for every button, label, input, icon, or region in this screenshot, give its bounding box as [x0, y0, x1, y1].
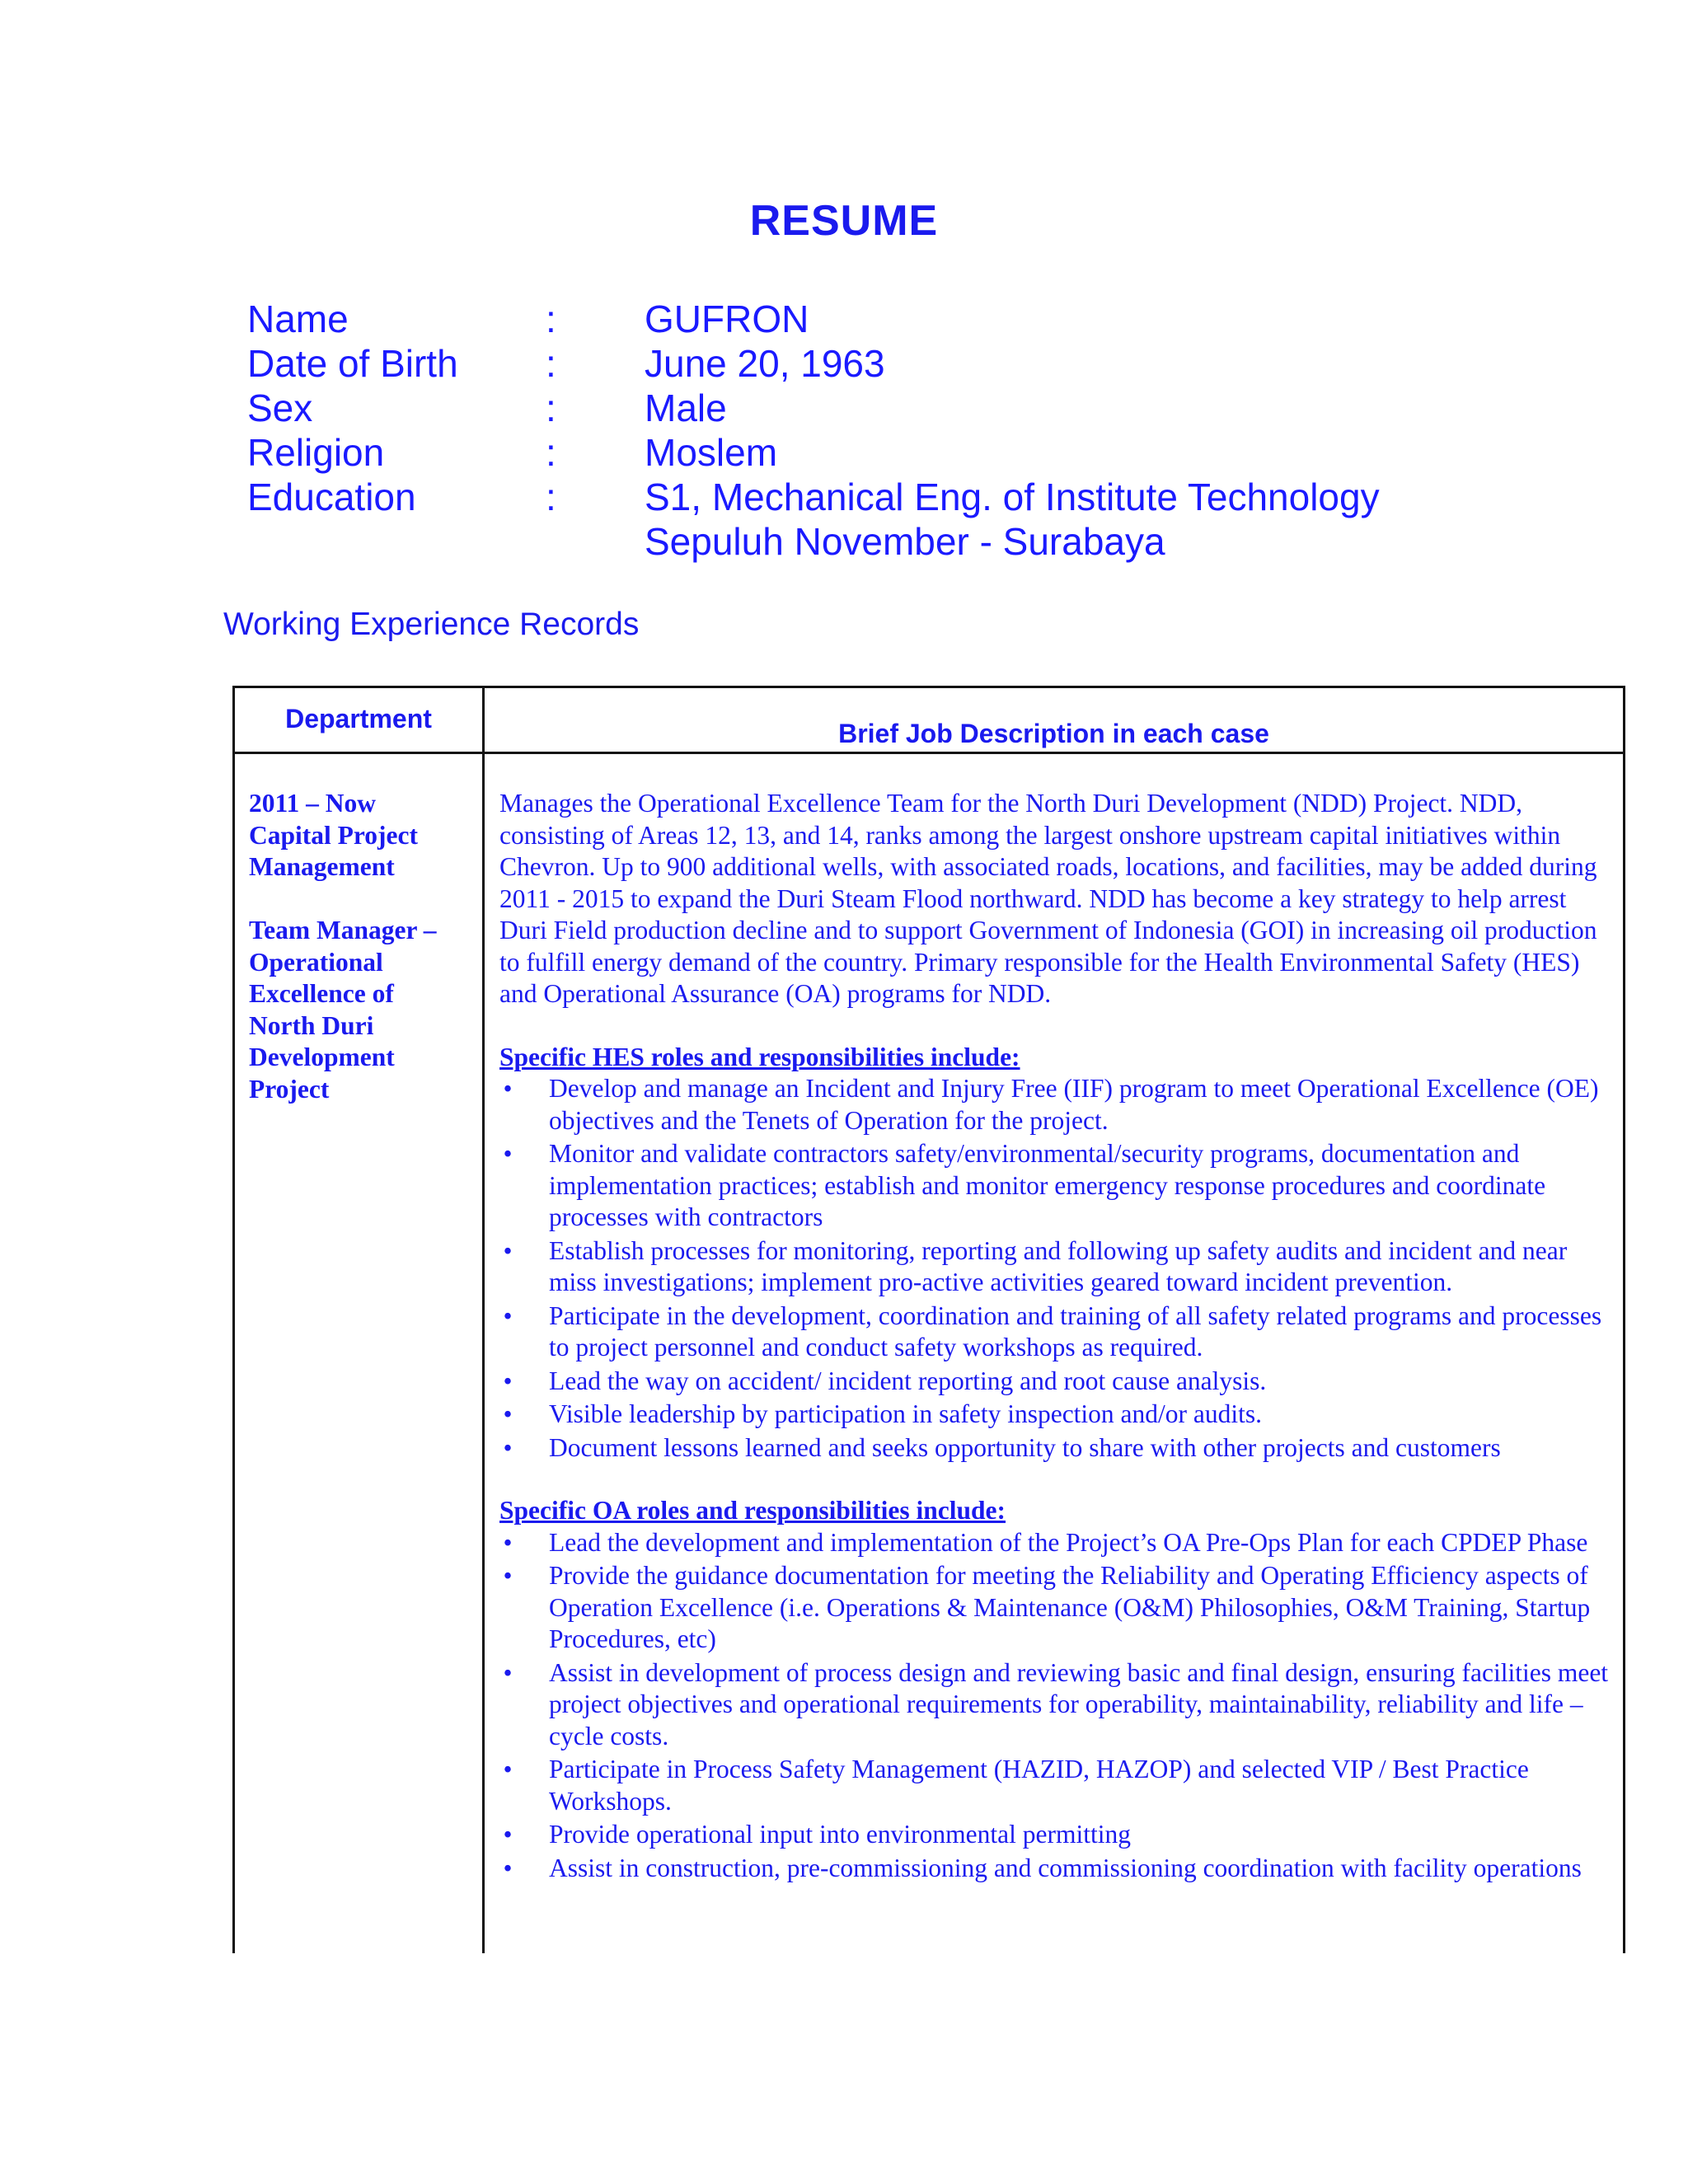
list-item [499, 1754, 1612, 1817]
list-item-text: Lead the development and implementation of the Project’s OA Pre-Ops Plan for each CPDEP Phase [549, 1527, 1588, 1557]
personal-label: Religion [247, 431, 385, 474]
personal-colon: : [546, 431, 556, 474]
list-item [499, 1657, 1612, 1753]
list-item [499, 1527, 1612, 1559]
department-role: Excellence of [249, 979, 394, 1008]
list-item [499, 1560, 1612, 1656]
bullet-icon: • [503, 1235, 513, 1265]
bullet-icon: • [503, 1074, 513, 1103]
personal-value: Sepuluh November - Surabaya [645, 520, 1165, 563]
hes-heading: Specific HES roles and responsibilities include: [499, 1042, 1020, 1071]
header-description: Brief Job Description in each case [838, 719, 1269, 748]
personal-row-date-of-birth [247, 341, 1484, 386]
personal-label: Education [247, 476, 416, 518]
personal-row-religion [247, 430, 1484, 475]
personal-row-education-cont [247, 519, 1484, 564]
bullet-icon: • [503, 1657, 513, 1687]
department-role: North Duri [249, 1010, 374, 1040]
personal-info [247, 297, 1484, 564]
list-item-text: Participate in Process Safety Management (HAZID, HAZOP) and selected VIP / Best Practice Workshops. [549, 1755, 1529, 1816]
bullet-icon: • [503, 1432, 513, 1462]
bullet-icon: • [503, 1755, 513, 1783]
header-department: Department [285, 704, 432, 733]
personal-label: Sex [247, 387, 313, 429]
bullet-icon: • [503, 1853, 513, 1882]
bullet-icon: • [503, 1301, 513, 1330]
list-item-text: Provide the guidance documentation for meeting the Reliability and Operating Efficiency aspects of Operation Excellence (i.e. Operations & Maintenance (O&M) Philosophies, O&M Training, Startup Procedures, etc) [549, 1561, 1591, 1653]
table-border-header [232, 752, 1625, 754]
list-item-text: Participate in the development, coordination and training of all safety related programs and processes to project personnel and conduct safety workshops as required. [549, 1301, 1602, 1361]
list-item-text: Assist in development of process design and reviewing basic and final design, ensuring facilities meet project objectives and operational requirements for operability, maintainability, reliability and life –cycle costs. [549, 1657, 1609, 1750]
personal-value: June 20, 1963 [645, 342, 885, 385]
department-role: Team Manager – [249, 916, 437, 944]
department-period: 2011 – Now [249, 789, 377, 818]
section-title: Working Experience Records [223, 607, 640, 642]
bullet-icon: • [503, 1366, 513, 1395]
list-item [499, 1366, 1612, 1398]
bullet-icon: • [503, 1561, 513, 1590]
table-border-top [232, 686, 1625, 688]
department-role: Operational [249, 947, 383, 977]
personal-row-name [247, 297, 1484, 341]
department-role: Project [249, 1074, 330, 1104]
personal-value: Moslem [645, 431, 778, 474]
personal-value: Male [645, 387, 727, 429]
bullet-icon: • [503, 1820, 513, 1849]
list-item-text: Establish processes for monitoring, reporting and following up safety audits and incident and near miss investigations; implement pro-active activities geared toward incident prevention. [549, 1235, 1568, 1296]
list-item-text: Assist in construction, pre-commissioning and commissioning coordination with facility operations [549, 1853, 1582, 1882]
table-border-mid [482, 686, 485, 1953]
hes-list [499, 1073, 1612, 1464]
list-item-text: Visible leadership by participation in safety inspection and/or audits. [549, 1399, 1263, 1428]
list-item-text: Monitor and validate contractors safety/environmental/security programs, documentation and implementation practices; establish and monitor emergency response procedures and coordinate processes with contractors [549, 1139, 1546, 1231]
personal-row-education [247, 475, 1484, 519]
bullet-icon: • [503, 1527, 513, 1557]
document-title: RESUME [749, 197, 939, 245]
oa-heading: Specific OA roles and responsibilities include: [499, 1496, 1006, 1525]
list-item [499, 1301, 1612, 1364]
table-border-left [232, 686, 235, 1953]
list-item [499, 1853, 1612, 1885]
description-cell [499, 788, 1612, 1886]
job-summary: Manages the Operational Excellence Team for the North Duri Development (NDD) Project. NDD, consisting of Areas 12, 13, and 14, ranks among the largest onshore upstream capital initiatives within Chevron. Up to 900 additional wells, with associated roads, locations, and facilities, may be added during 2011 - 2015 to expand the Duri Steam Flood northward. NDD has become a key strategy to help arrest Duri Field production decline and to support Government of Indonesia (GOI) in increasing oil production to fulfill energy demand of the country. Primary responsible for the Health Environmental Safety (HES) and Operational Assurance (OA) programs for NDD. [499, 789, 1597, 1008]
department-unit: Management [249, 852, 395, 881]
list-item [499, 1073, 1612, 1137]
list-item [499, 1432, 1612, 1465]
list-item-text: Develop and manage an Incident and Injury Free (IIF) program to meet Operational Excellence (OE) objectives and the Tenets of Operation for the project. [549, 1074, 1599, 1135]
table-border-right [1623, 686, 1625, 1953]
personal-colon: : [546, 342, 556, 385]
department-unit: Capital Project [249, 820, 418, 850]
list-item [499, 1235, 1612, 1299]
personal-row-sex [247, 386, 1484, 430]
list-item [499, 1819, 1612, 1851]
personal-colon: : [546, 476, 556, 518]
personal-colon: : [546, 387, 556, 429]
list-item [499, 1138, 1612, 1234]
personal-value: GUFRON [645, 298, 809, 340]
bullet-icon: • [503, 1139, 513, 1168]
department-cell [249, 788, 471, 1105]
personal-label: Date of Birth [247, 342, 458, 385]
department-role: Development [249, 1043, 395, 1071]
list-item-text: Lead the way on accident/ incident reporting and root cause analysis. [549, 1366, 1267, 1395]
list-item [499, 1399, 1612, 1431]
bullet-icon: • [503, 1399, 513, 1428]
list-item-text: Document lessons learned and seeks opportunity to share with other projects and customers [549, 1432, 1501, 1462]
list-item-text: Provide operational input into environmental permitting [549, 1820, 1131, 1849]
experience-table [232, 686, 1625, 1953]
personal-colon: : [546, 298, 556, 340]
personal-value: S1, Mechanical Eng. of Institute Technology [645, 476, 1380, 518]
personal-label: Name [247, 298, 349, 340]
oa-list [499, 1527, 1612, 1885]
